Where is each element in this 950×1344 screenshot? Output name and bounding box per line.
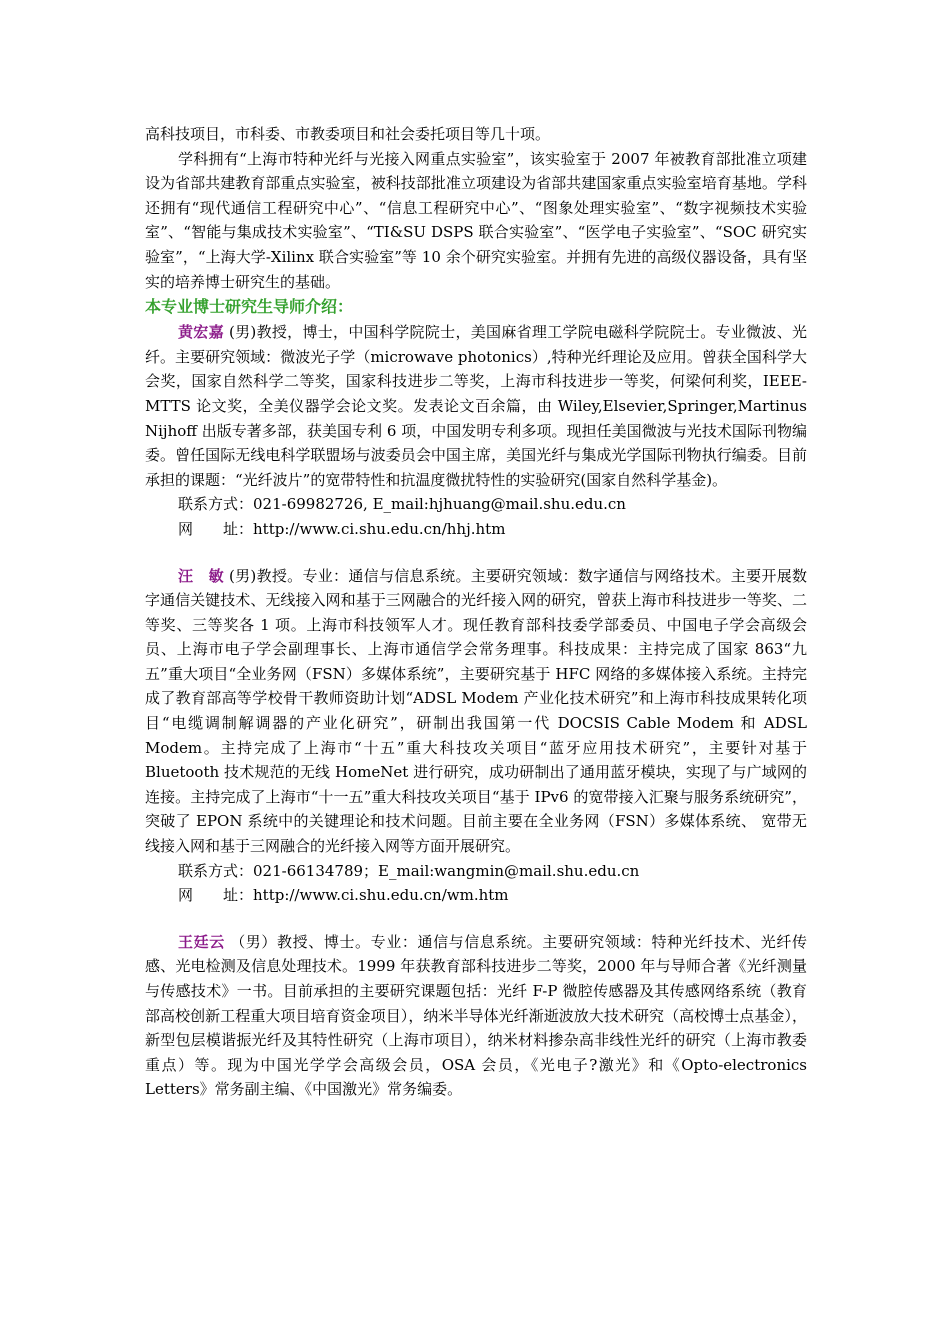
advisor-name-1: 黄宏嘉	[178, 323, 224, 342]
document-page	[145, 122, 807, 1102]
advisor-bio-text-2: (男)教授。专业：通信与信息系统。主要研究领域：数字通信与网络技术。主要开展数字通信关键技术、无线接入网和基于三网融合的光纤接入网的研究，曾获上海市科技进步一等奖、二等奖、三等奖各 1 项。上海市科技领军人才。现任教育部科技委学部委员、中国电子学会高级会员、上海市电子学会副理事长、上海市通信学会常务理事。科技成果：主持完成了国家 863“九五”重大项目“全业务网（FSN）多媒体系统”，主要研究基于 HFC 网络的多媒体接入系统。主持完成了教育部高等学校骨干教师资助计划“ADSL Modem 产业化技术研究”和上海市科技成果转化项目“电缆调制解调器的产业化研究”，研制出我国第一代 DOCSIS Cable Modem 和 ADSL Modem。主持完成了上海市“十五”重大科技攻关项目“蓝牙应用技术研究”，主要针对基于 Bluetooth 技术规范的无线 HomeNet 进行研究，成功研制出了通用蓝牙模块，实现了与广域网的连接。主持完成了上海市“十一五”重大科技攻关项目“基于 IPv6 的宽带接入汇聚与服务系统研究”， 突破了 EPON 系统中的关键理论和技术问题。目前主要在全业务网（FSN）多媒体系统、 宽带无线接入网和基于三网融合的光纤接入网等方面开展研究。	[145, 566, 807, 856]
advisor-contact-1: 联系方式：021-69982726, E_mail:hjhuang@mail.shu.edu.cn	[178, 495, 626, 514]
advisor-bio-text-3: （男）教授、博士。专业：通信与信息系统。主要研究领域：特种光纤技术、光纤传感、光电检测及信息处理技术。1999 年获教育部科技进步二等奖，2000 年与导师合著《光纤测量与传感技术》一书。目前承担的主要研究课题包括：光纤 F-P 微腔传感器及其传感网络系统（教育部高校创新工程重大项目培育资金项目），纳米半导体光纤渐逝波放大技术研究（高校博士点基金），新型包层模谐振光纤及其特性研究（上海市项目），纳米材料掺杂高非线性光纤的研究（上海市教委重点）等。现为中国光学学会高级会员，OSA 会员，《光电子?激光》和《Opto-electronics Letters》常务副主编、《中国激光》常务编委。	[145, 932, 807, 1099]
advisor-name-3: 王廷云	[178, 932, 225, 951]
advisor-bio-text-1: (男)教授，博士，中国科学院院士，美国麻省理工学院电磁科学院院士。专业微波、光纤。主要研究领域：微波光子学（microwave photonics）,特种光纤理论及应用。曾获全国科学大会奖，国家自然科学二等奖，国家科技进步二等奖，上海市科技进步一等奖，何梁何利奖，IEEE-MTTS 论文奖，全美仪器学会论文奖。发表论文百余篇，由 Wiley,Elsevier,Springer,Martinus Nijhoff 出版专著多部，获美国专利 6 项，中国发明专利多项。现担任美国微波与光技术国际刊物编委。曾任国际无线电科学联盟场与波委员会中国主席，美国光纤与集成光学国际刊物执行编委。目前承担的课题：“光纤波片”的宽带特性和抗温度微扰特性的实验研究(国家自然科学基金)。	[145, 323, 807, 489]
advisor-bio-2	[145, 564, 807, 859]
advisor-name-2: 汪 敏	[178, 566, 224, 585]
advisor-bio-1	[145, 320, 807, 492]
advisor-website-1: 网 址：http://www.ci.shu.edu.cn/hhj.htm	[178, 519, 506, 538]
advisor-bio-3	[145, 930, 807, 1102]
advisor-website-2: 网 址：http://www.ci.shu.edu.cn/wm.htm	[178, 886, 509, 905]
intro-paragraph-2: 学科拥有“上海市特种光纤与光接入网重点实验室”，该实验室于 2007 年被教育部批准立项建设为省部共建教育部重点实验室，被科技部批准立项建设为省部共建国家重点实验室培育基地。学科还拥有“现代通信工程研究中心”、“信息工程研究中心”、“图象处理实验室”、“数字视频技术实验室”、“智能与集成技术实验室”、“TI&SU DSPS 联合实验室”、“医学电子实验室”、“SOC 研究实验室”，“上海大学-Xilinx 联合实验室”等 10 余个研究实验室。并拥有先进的高级仪器设备，具有坚实的培养博士研究生的基础。	[145, 149, 807, 291]
spacer	[145, 542, 807, 564]
spacer	[145, 908, 807, 930]
intro-paragraph-1: 高科技项目，市科委、市教委项目和社会委托项目等几十项。	[145, 125, 551, 143]
section-heading: 本专业博士研究生导师介绍：	[145, 297, 354, 317]
advisor-contact-2: 联系方式：021-66134789；E_mail:wangmin@mail.shu.edu.cn	[178, 861, 640, 880]
